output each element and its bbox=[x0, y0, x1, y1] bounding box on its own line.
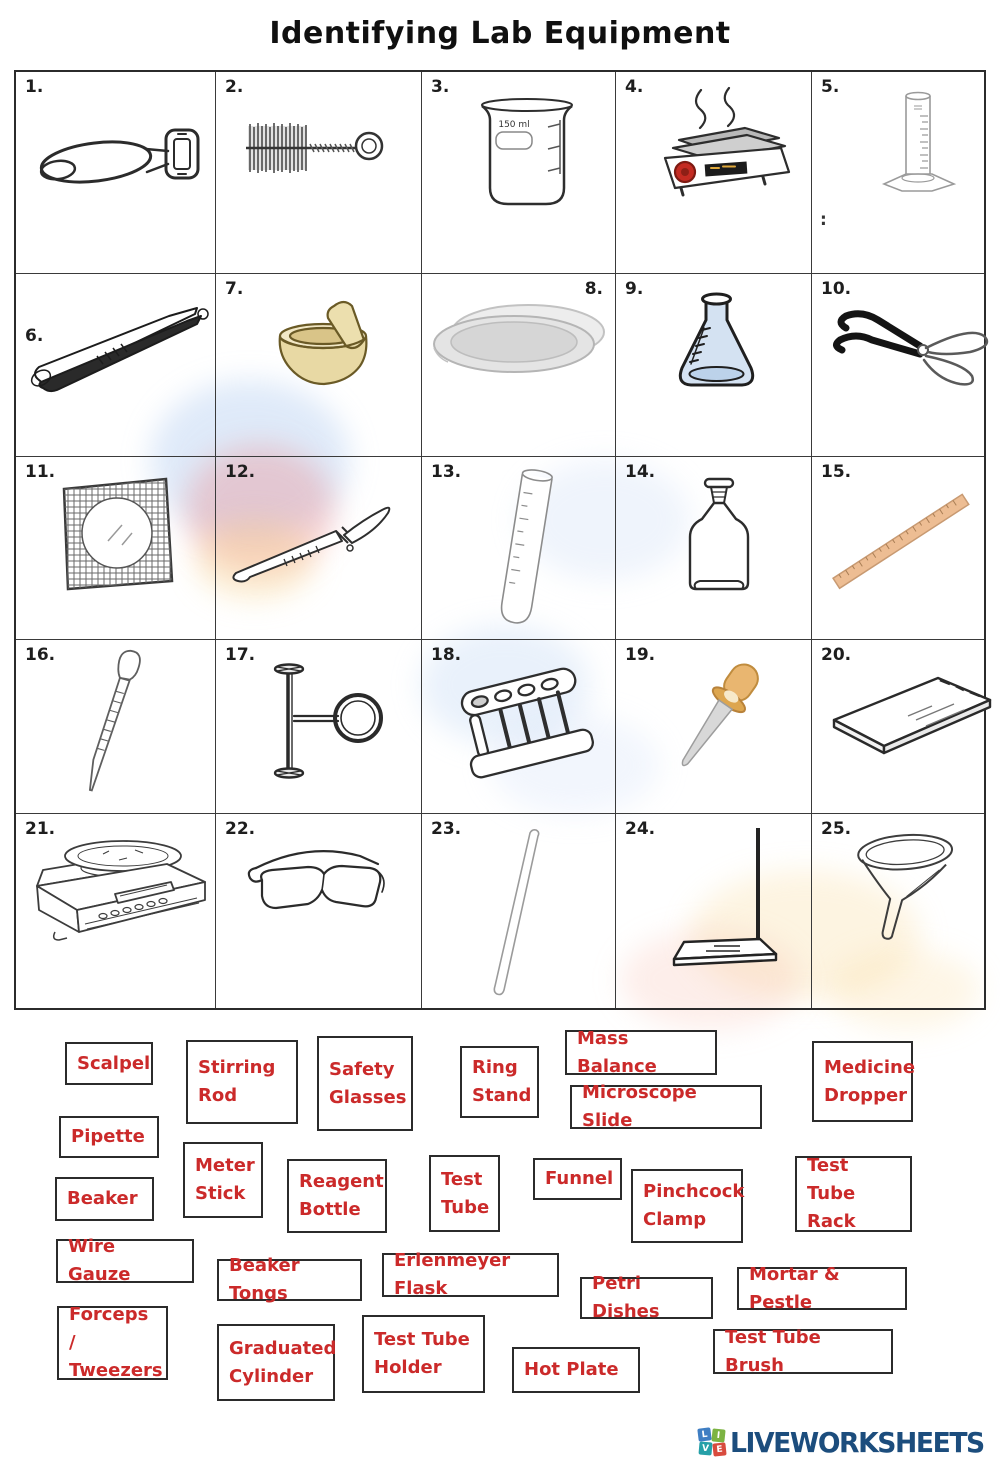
grid-cell-17[interactable] bbox=[216, 640, 422, 814]
answer-chip-ring-stand[interactable]: Ring Stand bbox=[460, 1046, 539, 1118]
grid-cell-13[interactable] bbox=[422, 457, 616, 640]
forceps-tweezers-illustration bbox=[19, 294, 214, 409]
test-tube-brush-illustration bbox=[238, 110, 403, 205]
cell-number: 21. bbox=[25, 819, 56, 839]
grid-cell-16[interactable] bbox=[16, 640, 216, 814]
cell-number: 14. bbox=[625, 462, 656, 482]
answer-chip-beaker-tongs[interactable]: Beaker Tongs bbox=[217, 1259, 362, 1301]
cell-number: 18. bbox=[431, 645, 462, 665]
beaker-illustration bbox=[474, 90, 579, 215]
grid-cell-19[interactable] bbox=[616, 640, 812, 814]
cell-number: 11. bbox=[25, 462, 56, 482]
answer-chip-funnel[interactable]: Funnel bbox=[533, 1158, 622, 1200]
answer-chip-beaker[interactable]: Beaker bbox=[55, 1177, 154, 1221]
grid-cell-11[interactable] bbox=[16, 457, 216, 640]
grid-cell-14[interactable] bbox=[616, 457, 812, 640]
grid-cell-24[interactable] bbox=[616, 814, 812, 1008]
cell-number: 17. bbox=[225, 645, 256, 665]
grid-cell-5[interactable] bbox=[812, 72, 984, 274]
answer-chip-pinchcock-clamp[interactable]: Pinchcock Clamp bbox=[631, 1169, 743, 1243]
grid-cell-1[interactable] bbox=[16, 72, 216, 274]
answer-chip-hot-plate[interactable]: Hot Plate bbox=[512, 1347, 640, 1393]
answer-chip-test-tube-holder[interactable]: Test Tube Holder bbox=[362, 1315, 485, 1393]
answer-chip-pipette[interactable]: Pipette bbox=[59, 1116, 159, 1158]
cell-number: 3. bbox=[431, 77, 450, 97]
cell-number: 1. bbox=[25, 77, 44, 97]
answer-chip-test-tube[interactable]: Test Tube bbox=[429, 1155, 500, 1232]
stirring-rod-illustration bbox=[484, 822, 554, 1007]
test-tube-illustration bbox=[474, 463, 569, 638]
logo-square-v: V bbox=[698, 1441, 712, 1455]
answer-chip-test-tube-rack[interactable]: Test Tube Rack bbox=[795, 1156, 912, 1232]
grid-cell-2[interactable] bbox=[216, 72, 422, 274]
cell-number: 22. bbox=[225, 819, 256, 839]
cell-number: 12. bbox=[225, 462, 256, 482]
answer-chip-scalpel[interactable]: Scalpel bbox=[65, 1042, 153, 1085]
microscope-slide-illustration bbox=[820, 662, 1000, 767]
logo-square-i: I bbox=[711, 1428, 725, 1442]
funnel-illustration bbox=[840, 822, 965, 967]
cell-number: 23. bbox=[431, 819, 462, 839]
test-tube-holder-illustration bbox=[28, 102, 203, 217]
cell-number: 24. bbox=[625, 819, 656, 839]
logo-square-l: L bbox=[697, 1427, 711, 1441]
petri-dishes-illustration bbox=[426, 292, 616, 397]
grid-cell-22[interactable] bbox=[216, 814, 422, 1008]
cell-number: 6. bbox=[25, 326, 44, 346]
meter-stick-illustration bbox=[820, 465, 985, 620]
grid-cell-18[interactable] bbox=[422, 640, 616, 814]
grid-cell-8[interactable] bbox=[422, 274, 616, 457]
cell-number: 2. bbox=[225, 77, 244, 97]
safety-glasses-illustration bbox=[228, 834, 403, 939]
liveworksheets-logo-icon bbox=[698, 1428, 727, 1457]
answer-chip-meter-stick[interactable]: Meter Stick bbox=[183, 1142, 263, 1218]
grid-cell-15[interactable] bbox=[812, 457, 984, 640]
mortar-and-pestle-illustration bbox=[264, 296, 389, 401]
answer-chip-erlenmeyer-flask[interactable]: Erlenmeyer Flask bbox=[382, 1253, 559, 1297]
cell-number: 25. bbox=[821, 819, 852, 839]
cell-number: 7. bbox=[225, 279, 244, 299]
grid-cell-12[interactable] bbox=[216, 457, 422, 640]
equipment-grid bbox=[14, 70, 986, 1010]
answer-chip-mortar-pestle[interactable]: Mortar & Pestle bbox=[737, 1267, 907, 1310]
medicine-dropper-illustration bbox=[644, 648, 789, 793]
cell-number: 4. bbox=[625, 77, 644, 97]
answer-chip-safety-glasses[interactable]: Safety Glasses bbox=[317, 1036, 413, 1131]
stray-colon-text: : bbox=[820, 210, 827, 230]
grid-cell-9[interactable] bbox=[616, 274, 812, 457]
answer-chip-forceps-tweezers[interactable]: Forceps / Tweezers bbox=[57, 1306, 168, 1380]
mass-balance-illustration bbox=[19, 826, 214, 961]
answer-chip-test-tube-brush[interactable]: Test Tube Brush bbox=[713, 1329, 893, 1374]
grid-cell-23[interactable] bbox=[422, 814, 616, 1008]
graduated-cylinder-illustration bbox=[872, 86, 967, 206]
pipette-illustration bbox=[56, 644, 171, 809]
cell-number: 8. bbox=[584, 279, 603, 299]
cell-number: 5. bbox=[821, 77, 840, 97]
answer-chip-reagent-bottle[interactable]: Reagent Bottle bbox=[287, 1159, 387, 1233]
cell-number: 15. bbox=[821, 462, 852, 482]
answer-chip-mass-balance[interactable]: Mass Balance bbox=[565, 1030, 717, 1075]
ring-stand-illustration bbox=[628, 822, 803, 982]
cell-number: 13. bbox=[431, 462, 462, 482]
cell-number: 10. bbox=[821, 279, 852, 299]
cell-number: 9. bbox=[625, 279, 644, 299]
brand-text: LIVEWORKSHEETS bbox=[730, 1426, 984, 1459]
grid-cell-10[interactable] bbox=[812, 274, 984, 457]
test-tube-rack-illustration bbox=[440, 652, 605, 792]
grid-cell-6[interactable] bbox=[16, 274, 216, 457]
cell-number: 20. bbox=[821, 645, 852, 665]
answer-chip-wire-gauze[interactable]: Wire Gauze bbox=[56, 1239, 194, 1283]
reagent-bottle-illustration bbox=[664, 473, 774, 603]
grid-cell-7[interactable] bbox=[216, 274, 422, 457]
logo-square-e: E bbox=[712, 1442, 726, 1456]
liveworksheets-logo[interactable] bbox=[698, 1426, 997, 1459]
grid-cell-4[interactable] bbox=[616, 72, 812, 274]
answer-chip-petri-dishes[interactable]: Petri Dishes bbox=[580, 1277, 713, 1319]
ring-clamp-illustration bbox=[246, 656, 391, 786]
beaker-tongs-illustration bbox=[824, 298, 999, 403]
grid-cell-25[interactable] bbox=[812, 814, 984, 1008]
answer-chip-stirring-rod[interactable]: Stirring Rod bbox=[186, 1040, 298, 1124]
erlenmeyer-flask-illustration bbox=[664, 288, 769, 403]
answer-chip-medicine-dropper[interactable]: Medicine Dropper bbox=[812, 1041, 913, 1122]
grid-cell-3[interactable] bbox=[422, 72, 616, 274]
grid-cell-20[interactable] bbox=[812, 640, 984, 814]
grid-cell-21[interactable] bbox=[16, 814, 216, 1008]
cell-number: 19. bbox=[625, 645, 656, 665]
scalpel-illustration bbox=[226, 485, 406, 590]
answer-chip-graduated-cylinder[interactable]: Graduated Cylinder bbox=[217, 1324, 335, 1401]
hot-plate-illustration bbox=[641, 84, 791, 209]
page-title: Identifying Lab Equipment bbox=[269, 16, 731, 51]
cell-number: 16. bbox=[25, 645, 56, 665]
beaker-volume-label: 150 ml bbox=[498, 120, 530, 130]
answer-chip-microscope-slide[interactable]: Microscope Slide bbox=[570, 1085, 762, 1129]
wire-gauze-illustration bbox=[48, 469, 183, 604]
